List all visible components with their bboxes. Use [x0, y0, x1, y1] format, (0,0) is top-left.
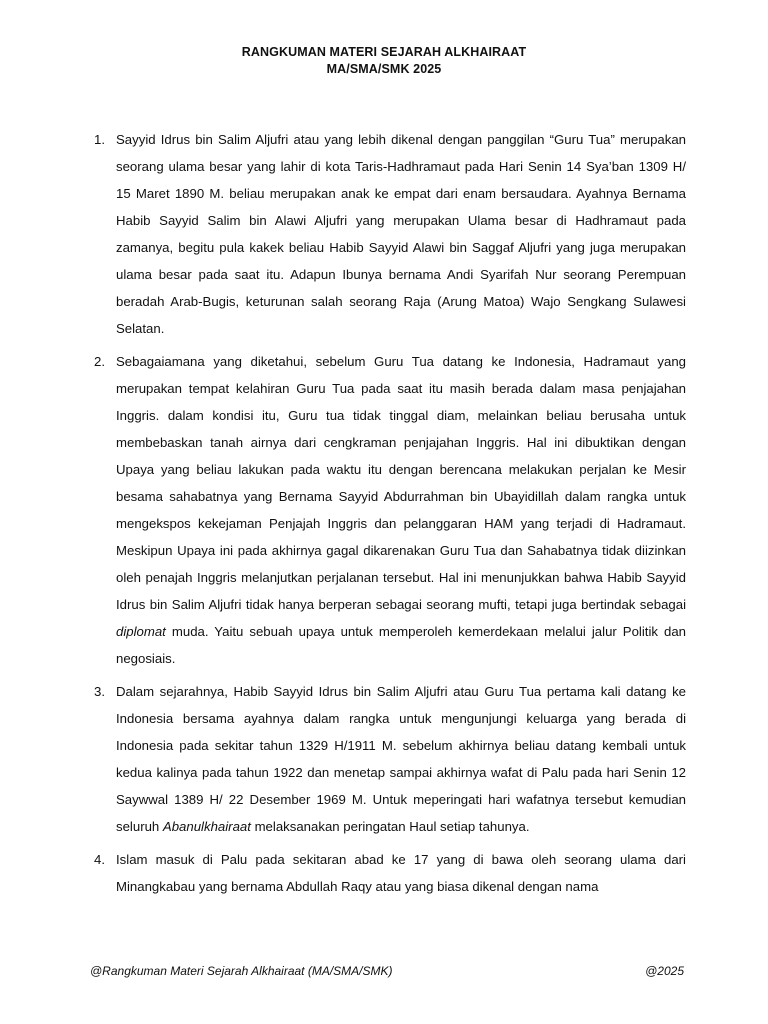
- paragraph-text: Sayyid Idrus bin Salim Aljufri atau yang lebih dikenal dengan panggilan “Guru Tua” merupakan seorang ulama besar yang lahir di kota Taris-Hadhramaut pada Hari Senin 14 Sya’ban 1309 H/ 15 Maret 1890 M. beliau merupakan anak ke empat dari enam bersaudara. Ayahnya Bernama Habib Sayyid Salim bin Alawi Aljufri yang merupakan Ulama besar di Hadhramaut pada zamanya, begitu pula kakek beliau Habib Sayyid Alawi bin Saggaf Aljufri yang juga merupakan ulama besar pada saat itu. Adapun Ibunya bernama Andi Syarifah Nur seorang Perempuan beradah Arab-Bugis, keturunan salah seorang Raja (Arung Matoa) Wajo Sengkang Sulawesi Selatan.: [116, 132, 686, 336]
- list-item: [88, 126, 686, 342]
- paragraph-text: Dalam sejarahnya, Habib Sayyid Idrus bin Salim Aljufri atau Guru Tua pertama kali datang ke Indonesia bersama ayahnya dalam rangka untuk mengunjungi keluarga yang berada di Indonesia pada sekitar tahun 1329 H/1911 M. sebelum akhirnya beliau datang kembali untuk kedua kalinya pada tahun 1922 dan menetap sampai akhirnya wafat di Palu pada hari Senin 12 Saywwal 1389 H/ 22 Desember 1969 M. Untuk meperingati hari wafatnya tersebut kemudian seluruh: [116, 684, 686, 834]
- list-item: [88, 348, 686, 672]
- italic-term: diplomat: [116, 624, 166, 639]
- list-item-paragraph: [116, 126, 686, 342]
- numbered-list: [88, 126, 686, 906]
- paragraph-text: melaksanakan peringatan Haul setiap tahunya.: [250, 819, 530, 834]
- list-item: [88, 846, 686, 900]
- list-item-paragraph: [116, 846, 686, 900]
- paragraph-text: muda. Yaitu sebuah upaya untuk memperoleh kemerdekaan melalui jalur Politik dan negosiais.: [116, 624, 686, 666]
- list-item-number: 3.: [94, 684, 105, 699]
- list-item-paragraph: [116, 678, 686, 840]
- list-item-number: 2.: [94, 354, 105, 369]
- paragraph-text: Islam masuk di Palu pada sekitaran abad ke 17 yang di bawa oleh seorang ulama dari Minangkabau yang bernama Abdullah Raqy atau yang biasa dikenal dengan nama: [116, 852, 686, 894]
- document-title: RANGKUMAN MATERI SEJARAH ALKHAIRAAT: [241, 45, 527, 59]
- list-item-number: 1.: [94, 132, 105, 147]
- paragraph-text: Sebagaiamana yang diketahui, sebelum Guru Tua datang ke Indonesia, Hadramaut yang merupakan tempat kelahiran Guru Tua pada saat itu masih berada dalam masa penjajahan Inggris. dalam kondisi itu, Guru tua tidak tinggal diam, melainkan beliau berusaha untuk membebaskan tanah airnya dari cengkraman penjajahan Inggris. Hal ini dibuktikan dengan Upaya yang beliau lakukan pada waktu itu dengan berencana melakukan perjalan ke Mesir besama sahabatnya yang Bernama Sayyid Abdurrahman bin Ubayidillah dalam rangka untuk mengekspos kekejaman Penjajah Inggris dan pelanggaran HAM yang terjadi di Hadramaut. Meskipun Upaya ini pada akhirnya gagal dikarenakan Guru Tua dan Sahabatnya tidak diizinkan oleh penajah Inggris melanjutkan perjalanan tersebut. Hal ini menunjukkan bahwa Habib Sayyid Idrus bin Salim Aljufri tidak hanya berperan sebagai seorang mufti, tetapi juga bertindak sebagai: [116, 354, 686, 612]
- footer-left-text: @Rangkuman Materi Sejarah Alkhairaat (MA/SMA/SMK): [90, 964, 393, 978]
- document-subtitle: MA/SMA/SMK 2025: [326, 62, 442, 76]
- list-item-number: 4.: [94, 852, 105, 867]
- document-header: [0, 44, 768, 78]
- footer-right-text: @2025: [645, 964, 684, 978]
- list-item-paragraph: [116, 348, 686, 672]
- italic-term: Abanulkhairaat: [162, 819, 251, 834]
- list-item: [88, 678, 686, 840]
